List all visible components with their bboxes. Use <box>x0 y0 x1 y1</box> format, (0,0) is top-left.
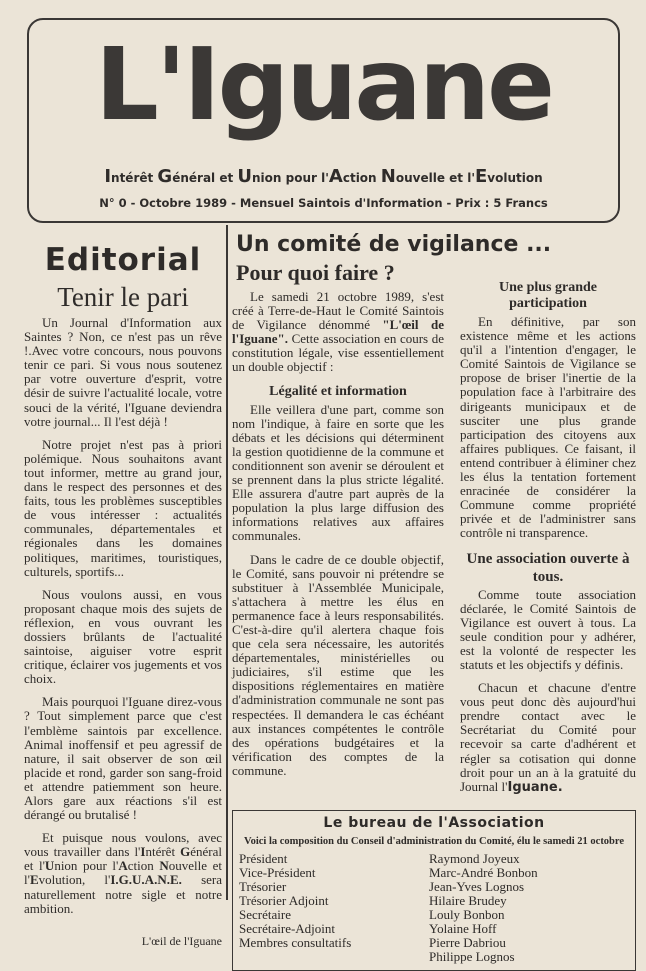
article-subheadline: Pour quoi faire ? <box>236 260 395 285</box>
subtitle-part: Général et <box>157 166 238 187</box>
bureau-member: Vice-Président Marc-André Bonbon <box>239 864 538 880</box>
subtitle-part: Nouvelle et l' <box>380 166 475 187</box>
issue-line: N° 0 - Octobre 1989 - Mensuel Saintois d'Information - Prix : 5 Francs <box>99 196 548 210</box>
editorial-last-paragraph: Et puisque nous voulons, avec vous travailler dans l'Intérêt Général et l'Union pour l'Action Nouvelle et l'Evolution, l'I.G.U.A.N.E. sera naturellement notre sigle et notre ambition. <box>24 830 222 916</box>
column-divider <box>226 225 228 900</box>
newspaper-subtitle <box>29 166 618 187</box>
bureau-member-list <box>239 852 629 964</box>
section-heading: Légalité et information <box>269 383 407 399</box>
editorial-paragraph: Nous voulons aussi, en vous proposant chaque mois des sujets de réflexion, en vous ouvrant les dossiers brûlants de l'actualité saintoise, aiguiser votre esprit critique, éclairer vos jugements et vos choix. <box>24 586 222 687</box>
bureau-member: Secrétaire Louly Bonbon <box>239 906 505 922</box>
subtitle-part: Intérêt <box>104 166 158 187</box>
bureau-member: Trésorier Jean-Yves Lognos <box>239 878 525 894</box>
subtitle-part: Action <box>328 166 381 187</box>
article-paragraph: Elle veillera d'une part, comme son nom l'indique, à faire en sorte que les débats et les décisions qui déterminent la gestion quotidienne de la commune et conditionnent son avenir se déroulent et se prennent dans la plus stricte légalité. Elle assurera d'autre part auprès de la population la plus large diffusion des informations relatives aux affaires communales. <box>232 401 444 544</box>
editorial-paragraph: Notre projet n'est pas à priori polémique. Nous souhaitons avant tout informer, mettre au grand jour, dans le respect des personnes et des faits, tous les problèmes susceptibles de vous intéresser : actualités communales, départementales et régionales dans les domaines politiques, maritimes, touristiques, culturels, sportifs... <box>24 436 222 579</box>
article-paragraph: En définitive, par son existence même et les actions qu'il a l'intention d'engager, le Comité Saintois de Vigilance se propose de briser l'inertie de la population face à l'arbitraire des dirigeants municipaux et de susciter une plus grande participation des citoyens aux affaires publiques. Ce faisant, il entend contribuer à éliminer chez les élus la tentation fortement enracinée de considérer la Commune comme propriété privée et de l'administrer sans contrôle ni transparence. <box>460 314 636 541</box>
subtitle-part: Union pour l' <box>237 166 329 187</box>
newspaper-title: L'Iguane <box>95 26 552 143</box>
bureau-member: Président Raymond Joyeux <box>239 850 520 866</box>
bureau-member: Trésorier Adjoint Hilaire Brudey <box>239 892 507 908</box>
editorial-column <box>24 240 222 949</box>
bureau-member: Secrétaire-Adjoint Yolaine Hoff <box>239 920 497 936</box>
article-column-1 <box>232 290 444 787</box>
editorial-headline: Tenir le pari <box>57 282 189 312</box>
editorial-paragraph: Mais pourquoi l'Iguane direz-vous ? Tout simplement parce que c'est l'emblème saintois par excellence. Animal inoffensif et peu agressif de nature, il sait observer de son œil placide et rond, garder son sang-froid et attendre patiemment son heure. Alors gare aux réactions s'il est dérangé ou brutalisé ! <box>24 694 222 823</box>
subtitle-part: Evolution <box>475 166 543 187</box>
article-closing: Chacun et chacune d'entre vous peut donc dès aujourd'hui prendre contact avec le Secrétariat du Comité pour recevoir sa carte d'adhérent et régler sa cotisation qui donne droit pour un an à la gratuité du Journal l'Iguane. <box>460 680 636 795</box>
article-headline: Un comité de vigilance ... <box>236 232 552 257</box>
acronym: I.G.U.A.N.E. <box>110 872 182 888</box>
bureau-box <box>232 810 636 971</box>
article-body <box>232 280 636 971</box>
editorial-signature: L'œil de l'Iguane <box>141 933 222 948</box>
article-columns <box>232 280 636 804</box>
bureau-member-extra: Philippe Lognos <box>429 948 515 964</box>
section-heading: Une association ouverte à tous. <box>466 550 630 585</box>
editorial-paragraph: Un Journal d'Information aux Saintes ? Non, ce n'est pas un rêve !.Avec votre concours, nous pouvons tenir ce pari. Si vous nous soutenez par votre ouverture d'esprit, votre désir de suivre l'actualité locale, votre souci de la vérité, l'Iguane deviendra votre journal... Il l'est déjà ! <box>24 315 222 429</box>
masthead <box>27 18 620 223</box>
article-paragraph: Dans le cadre de ce double objectif, le Comité, sans pouvoir ni prétendre se substituer à l'Assemblée Municipale, s'attachera à mettre les élus en permanence face à leurs responsabilités. C'est-à-dire qu'il alertera chaque fois que cela sera nécessaire, les autorités départementales, ministérielles ou judiciaires, s'il estime que les dispositions réglementaires en matière d'administration communale ne sont pas respectées. Il demandera le cas échéant aux instances compétentes le contrôle des opérations budgétaires et la vérification des comptes de la commune. <box>232 551 444 778</box>
bureau-title: Le bureau de l'Association <box>323 814 545 831</box>
article-column-2 <box>460 278 636 804</box>
section-heading: Une plus grande participation <box>498 280 598 311</box>
editorial-section-title: Editorial <box>44 242 202 278</box>
article-paragraph: Comme toute association déclarée, le Comité Saintois de Vigilance est ouvert à tous. La seule condition pour y adhérer, est la volonté de respecter les statuts et les objectifs y définis. <box>460 586 636 672</box>
bureau-member: Membres consultatifs Pierre Dabriou <box>239 934 506 950</box>
bureau-intro: Voici la composition du Conseil d'administration du Comité, élu le samedi 21 octobre <box>243 835 625 847</box>
article-intro: Le samedi 21 octobre 1989, s'est créé à Terre-de-Haut le Comité Saintois de Vigilance dénommé "L'œil de l'Iguane". Cette association en cours de constitution légale, vise essentiellement un double objectif : <box>232 289 444 375</box>
